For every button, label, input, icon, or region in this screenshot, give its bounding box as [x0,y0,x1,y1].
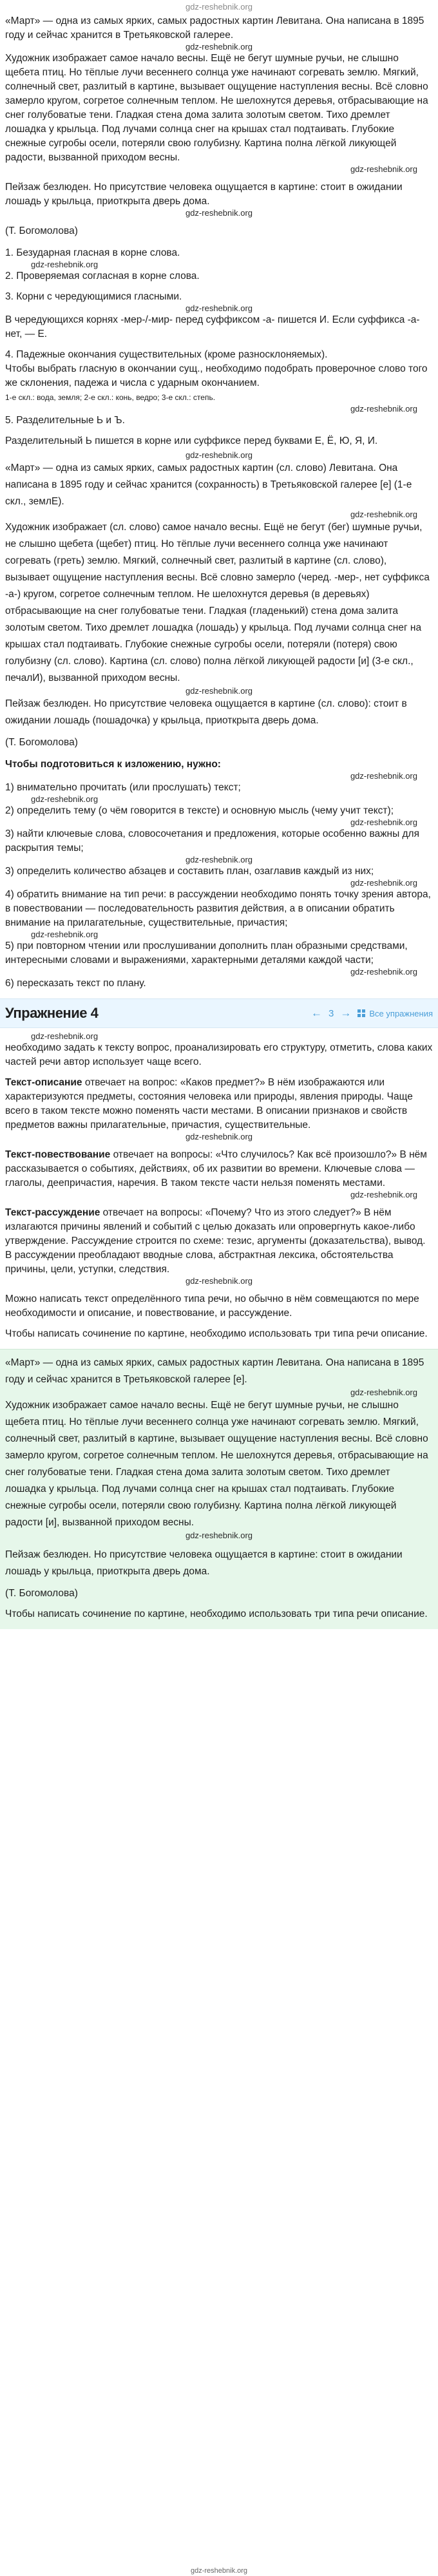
rule-detail: Чтобы выбрать гласную в окончании сущ., необходимо подобрать проверочное слово того же склонения, падежа и числа с ударным окончанием. [5,363,428,388]
watermark: gdz-reshebnik.org [185,450,253,460]
paragraph: «Март» — одна из самых ярких, самых радостных картин Левитана. Она написана в 1895 году и сейчас хранится в Третьяковской галерее. [5,15,424,41]
prev-arrow-icon[interactable]: ← [311,1007,323,1019]
paragraph: «Март» — одна из самых ярких, самых радостных картин Левитана. Она написана в 1895 году и сейчас хранится в Третьяковской галерее [е]. [5,1357,424,1385]
paragraph: Художник изображает самое начало весны. Ещё не бегут шумные ручьи, не слышно щебета птиц. Но тёплые лучи весеннего солнца уже начинают согревать землю. Мягкий, солнечный свет, разлитый в картине, вызывает ощущение наступления весны. Всё словно замерло кругом, согретое солнечным теплом. Не шелохнутся деревья, отбрасывающие на снег голубоватые тени. Гладкая стена дома залита золотым светом. Тихо дремлет лошадка у крыльца. Под лучами солнца снег на крышах стал подтаивать. Глубокие снежные сугробы осели, потеряли свою голубизну. Картина полна лёгкой ликующей радости, вызванной приходом весны. [5,53,428,163]
term: Текст-повествование [5,1149,111,1160]
author: (Т. Богомолова) [5,225,78,236]
watermark: gdz-reshebnik.org [185,1531,253,1540]
step: 3) определить количество абзацев и составить план, озаглавив каждый из них; [5,866,374,877]
paragraph: Пейзаж безлюден. Но присутствие человека ощущается в картине: стоит в ожидании лошадь у крыльца, приоткрыта дверь дома. [5,1549,403,1577]
watermark: gdz-reshebnik.org [350,967,417,977]
all-exercises-link[interactable] [357,1009,433,1018]
rule-detail: Разделительный Ь пишется в корне или суффиксе перед буквами Е, Ё, Ю, Я, И. [5,435,378,446]
step: 2) определить тему (о чём говорится в тексте) и основную мысль (чему учит текст); [5,805,394,816]
exercise-title: Упражнение 4 [5,1005,99,1021]
author: (Т. Богомолова) [5,1588,78,1599]
paragraph: Чтобы написать сочинение по картине, необходимо использовать три типа речи описание. [5,1328,428,1339]
watermark: gdz-reshebnik.org [185,686,253,696]
paragraph: Художник изображает (сл. слово) самое начало весны. Ещё не бегут (бег) шумные ручьи, не слышно щебета (щебет) птиц. Но тёплые лучи весеннего солнца уже начинают согревать (греть) землю. Мягкий, солнечный свет, разлитый в картине (сл. слово), вызывает ощущение наступления весны. Всё словно замерло (черед. -мер-, нет суффикса -а-) кругом, согретое солнечным теплом. Не шелохнутся деревья (в деревьях) отбрасывающие на снег голубоватые тени. Гладкая (гладенький) стена дома залита золотым светом. Тихо дремлет лошадка (лошадь) у крыльца. Под лучами солнца снег на крышах стал подтаивать. Глубокие снежные сугробы осели, потеряли (потеря) свою голубизну (сл. слово). Картина (сл. слово) полна лёгкой ликующей радости [и] (3-е скл., печалИ), вызванной приходом весны. [5,522,430,683]
step: 6) пересказать текст по плану. [5,978,146,989]
rule: 4. Падежные окончания существительных (кроме разносклоняемых). [5,349,328,360]
rule: 5. Разделительные Ь и Ъ. [5,415,125,426]
term: Текст-рассуждение [5,1207,100,1218]
text-types-section [0,1032,438,1341]
step: 1) внимательно прочитать (или прослушать) текст; [5,782,241,793]
intro-text [0,14,438,238]
analysis-section [0,246,438,448]
rule-example: 1-е скл.: вода, земля; 2-е скл.: конь, ведро; 3-е скл.: степь. [5,393,216,402]
preparation-section [0,758,438,991]
site-watermark-top: gdz-reshebnik.org [185,2,253,12]
paragraph: Пейзаж безлюден. Но присутствие человека ощущается в картине: стоит в ожидании лошадь у крыльца, приоткрыта дверь дома. [5,182,403,207]
exercise-nav [311,1007,433,1020]
paragraph: Можно написать текст определённого типа речи, но обычно в нём совмещаются по мере необходимости и описание, и повествование, и рассуждение. [5,1293,419,1319]
watermark: gdz-reshebnik.org [185,42,253,52]
type-description: Текст-описание отвечает на вопрос: «Каков предмет?» В нём изображаются или характеризуются предметы, состояния человека или природы, явления природы. Чаще всего в таком тексте можно поменять части местами. В описании признаков и свойств предметов важны прилагательные, причастия, существительные. [5,1077,413,1131]
paragraph: Пейзаж безлюден. Но присутствие человека ощущается в картине (сл. слово): стоит в ожидании лошадь (пошадочка) у крыльца, приоткрыта дверь дома. [5,698,407,726]
site-watermark-bottom: gdz-reshebnik.org [190,2567,248,2575]
all-exercises-label: Все упражнения [369,1008,433,1018]
watermark: gdz-reshebnik.org [350,164,417,174]
watermark: gdz-reshebnik.org [350,510,417,519]
watermark: gdz-reshebnik.org [185,303,253,313]
watermark: gdz-reshebnik.org [31,930,99,939]
rule: 2. Проверяемая согласная в корне слова. [5,271,200,281]
paragraph: Чтобы написать сочинение по картине, необходимо использовать три типа речи описание. [5,1608,428,1619]
type-description: Текст-повествование отвечает на вопросы: «Что случилось? Как всё произошло?» В нём рассказывается о событиях, действиях, об их развитии во времени. Ключевые слова — глаголы, деепричастия, наречия. В таком тексте части нельзя поменять местами. [5,1149,427,1188]
watermark: gdz-reshebnik.org [350,404,417,414]
grid-icon [357,1009,365,1017]
watermark: gdz-reshebnik.org [350,771,417,781]
watermark: gdz-reshebnik.org [350,878,417,888]
exercise-header [0,998,438,1028]
watermark: gdz-reshebnik.org [185,208,253,218]
watermark: gdz-reshebnik.org [31,1031,99,1041]
watermark: gdz-reshebnik.org [185,1132,253,1141]
rule-detail: В чередующихся корнях -мер-/-мир- перед суффиксом -а- пишется И. Если суффикса -а- нет, — Е. [5,314,420,339]
paragraph: «Март» — одна из самых ярких, самых радостных картин (сл. слово) Левитана. Она написана в 1895 году и сейчас хранится (сохранность) в Третьяковской галерее [е] (1-е скл., землЕ). [5,463,412,507]
watermark: gdz-reshebnik.org [31,794,99,804]
watermark: gdz-reshebnik.org [350,1388,417,1397]
term: Текст-описание [5,1077,82,1088]
step: 5) при повторном чтении или прослушивании дополнить план образными средствами, интересными словами и выражениями, характерными деталями каждой части; [5,940,408,966]
paragraph: Художник изображает самое начало весны. Ещё не бегут шумные ручьи, не слышно щебета птиц. Но тёплые лучи весеннего солнца уже начинают согревать землю. Мягкий, солнечный свет, разлитый в картине, вызывает ощущение наступления весны. Всё словно замерло кругом, согретое солнечным теплом. Не шелохнутся деревья, отбрасывающие на снег голубоватые тени. Гладкая стена дома залита золотым светом. Тихо дремлет лошадка у крыльца. Под лучами солнца снег на крышах стал подтаивать. Глубокие снежные сугробы осели, потеряли свою голубизну. Картина полна лёгкой ликующей радости [и], вызванной приходом весны. [5,1400,428,1528]
watermark: gdz-reshebnik.org [350,1190,417,1199]
page-number: 3 [328,1007,334,1019]
watermark: gdz-reshebnik.org [350,817,417,827]
type-description: Текст-рассуждение отвечает на вопросы: «Почему? Что из этого следует?» В нём излагаются причины явлений и событий с целью доказать или опровергнуть какое-либо утверждение. Рассуждение строится по схеме: тезис, аргументы (доказательства), вывод. В рассуждении преобладают вводные слова, абстрактная лексика, обстоятельства причины, цели, уступки, следствия. [5,1207,426,1275]
section-heading: Чтобы подготовиться к изложению, нужно: [5,759,221,770]
watermark: gdz-reshebnik.org [31,260,99,269]
watermark: gdz-reshebnik.org [185,1276,253,1286]
rule: 1. Безударная гласная в корне слова. [5,247,180,258]
paragraph: необходимо задать к тексту вопрос, проанализировать его структуру, отметить, слова каких частей речи автор использует чаще всего. [5,1042,433,1067]
next-arrow-icon[interactable]: → [340,1007,352,1019]
watermark: gdz-reshebnik.org [185,855,253,864]
marked-text [0,451,438,750]
author: (Т. Богомолова) [5,737,78,748]
step: 3) найти ключевые слова, словосочетания и предложения, которые особенно важны для раскрытия темы; [5,828,419,854]
step: 4) обратить внимание на тип речи: в рассуждении необходимо понять точку зрения автора, в повествовании — последовательность развития действия, а в описании обратить внимание на прилагательные, существительные, причастия; [5,889,431,928]
rule: 3. Корни с чередующимися гласными. [5,291,182,302]
answer-box [0,1349,438,1629]
